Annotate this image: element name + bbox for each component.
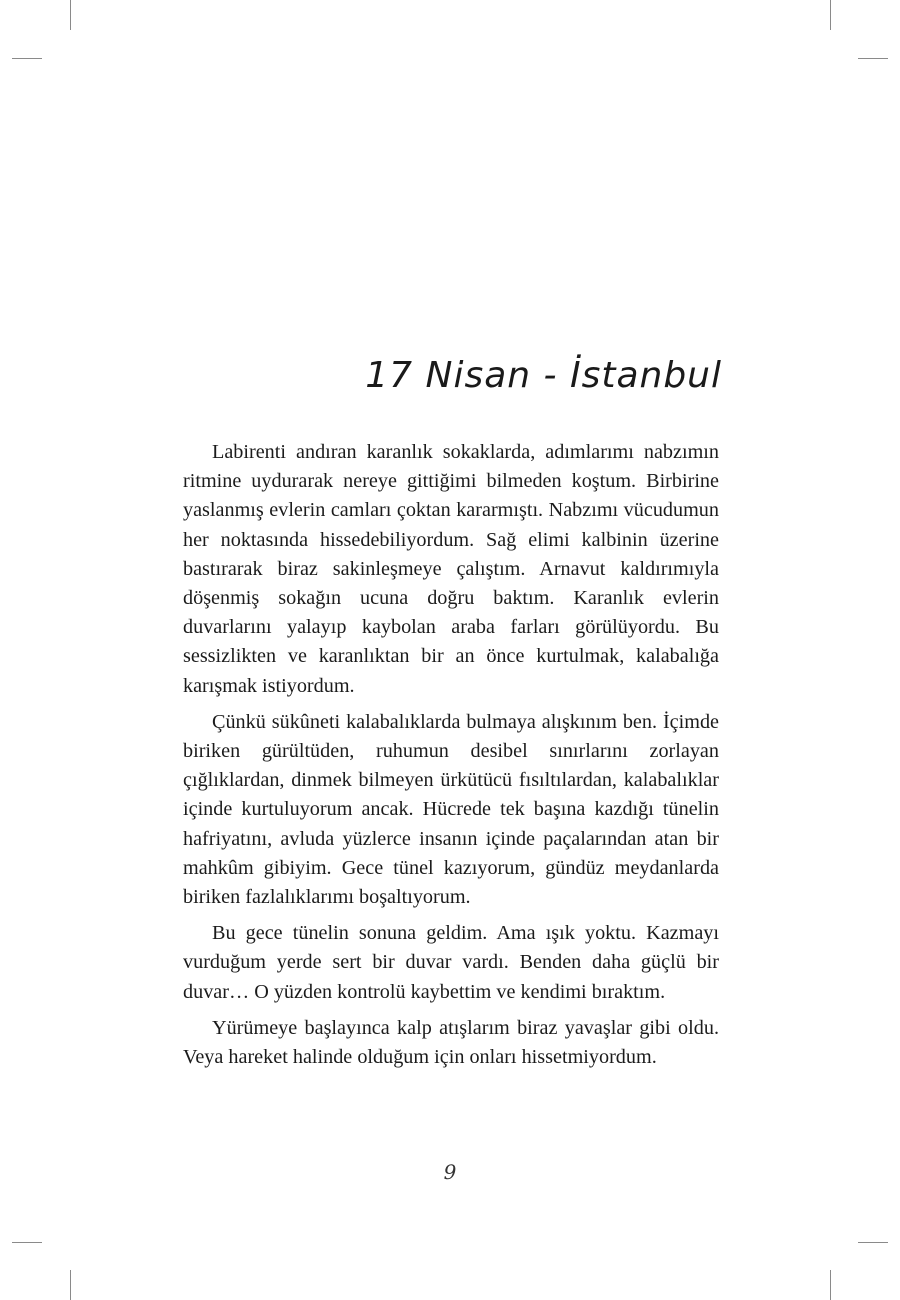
crop-mark-left-bottom xyxy=(12,1242,42,1243)
crop-mark-bottom-right xyxy=(830,1270,831,1300)
crop-mark-right-top xyxy=(858,58,888,59)
page-number: 9 xyxy=(443,1160,457,1184)
paragraph: Yürümeye başlayınca kalp atışlarım biraz yavaşlar gibi oldu. Veya hareket halinde olduğum için onları hissetmiyordum. xyxy=(183,1016,719,1069)
chapter-body xyxy=(183,438,719,1079)
paragraph: Bu gece tünelin sonuna geldim. Ama ışık yoktu. Kazmayı vurduğum yerde sert bir duvar vardı. Benden daha güçlü bir duvar… O yüzden kontrolü kaybettim ve kendimi bıraktım. xyxy=(183,922,719,1003)
chapter-title: 17 Nisan - İstanbul xyxy=(365,355,722,396)
crop-mark-top-right xyxy=(830,0,831,30)
paragraph: Labirenti andıran karanlık sokaklarda, adımlarımı nabzımın ritmine uydurarak nereye gittiğimi bilmeden koştum. Birbirine yaslanmış evlerin camları çoktan kararmıştı. Nabzımı vücudumun her noktasında hissedebiliyordum. Sağ elimi kalbinin üzerine bastırarak biraz sakinleşmeye çalıştım. Arnavut kaldırımıyla döşenmiş sokağın ucuna doğru baktım. Karanlık evlerin duvarlarını yalayıp kaybolan araba farları görülüyordu. Bu sessizlikten ve karanlıktan bir an önce kurtulmak, kalabalığa karışmak istiyordum. xyxy=(183,441,719,697)
crop-mark-top-left xyxy=(70,0,71,30)
crop-mark-right-bottom xyxy=(858,1242,888,1243)
paragraph: Çünkü sükûneti kalabalıklarda bulmaya alışkınım ben. İçimde biriken gürültüden, ruhumun desibel sınırlarını zorlayan çığlıklardan, dinmek bilmeyen ürkütücü fısıltılardan, kalabalıklar içinde kurtuluyorum ancak. Hücrede tek başına kazdığı tünelin hafriyatını, avluda yüzlerce insanın içinde paçalarından atan bir mahkûm gibiyim. Gece tünel kazıyorum, gündüz meydanlarda biriken fazlalıklarımı boşaltıyorum. xyxy=(183,710,719,909)
crop-mark-bottom-left xyxy=(70,1270,71,1300)
crop-mark-left-top xyxy=(12,58,42,59)
